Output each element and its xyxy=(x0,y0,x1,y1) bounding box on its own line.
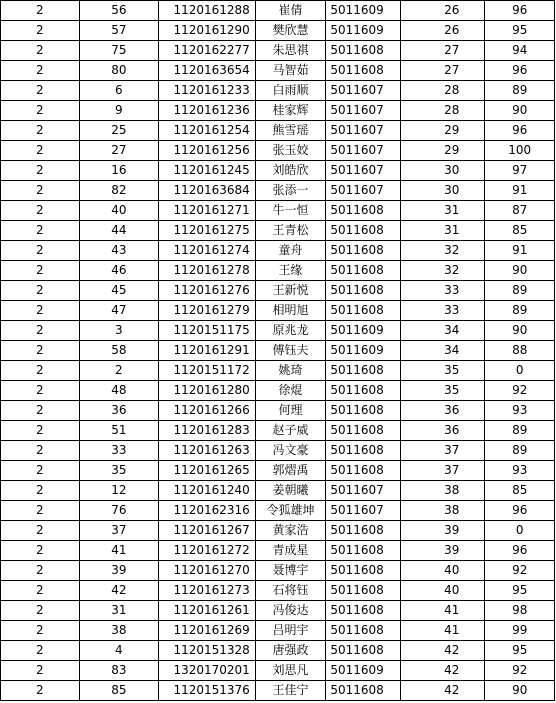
student-id-cell[interactable]: 1120163684 xyxy=(159,181,256,201)
group-cell[interactable]: 2 xyxy=(1,501,80,521)
rank-cell[interactable]: 40 xyxy=(400,561,485,581)
score-cell[interactable]: 90 xyxy=(485,681,555,701)
rank-cell[interactable]: 28 xyxy=(400,81,485,101)
group-cell[interactable]: 2 xyxy=(1,161,80,181)
score-cell[interactable]: 95 xyxy=(485,641,555,661)
group-cell[interactable]: 2 xyxy=(1,1,80,21)
score-cell[interactable]: 96 xyxy=(485,541,555,561)
group-cell[interactable]: 2 xyxy=(1,681,80,701)
rank-cell[interactable]: 39 xyxy=(400,541,485,561)
class-cell[interactable]: 5011608 xyxy=(326,61,401,81)
group-cell[interactable]: 2 xyxy=(1,421,80,441)
rank-cell[interactable]: 41 xyxy=(400,601,485,621)
seq-cell[interactable]: 45 xyxy=(79,281,159,301)
student-id-cell[interactable]: 1120161272 xyxy=(159,541,256,561)
student-id-cell[interactable]: 1120161274 xyxy=(159,241,256,261)
score-cell[interactable]: 99 xyxy=(485,621,555,641)
table-row xyxy=(1,21,555,41)
class-cell[interactable]: 5011609 xyxy=(326,661,401,681)
group-cell[interactable]: 2 xyxy=(1,381,80,401)
class-cell[interactable]: 5011608 xyxy=(326,641,401,661)
name-cell[interactable]: 石将钰 xyxy=(255,581,326,601)
rank-cell[interactable]: 41 xyxy=(400,621,485,641)
name-cell[interactable]: 刘思凡 xyxy=(255,661,326,681)
name-cell[interactable]: 吕明宇 xyxy=(255,621,326,641)
rank-cell[interactable]: 31 xyxy=(400,221,485,241)
seq-cell[interactable]: 27 xyxy=(79,141,159,161)
table-row xyxy=(1,541,555,561)
score-cell[interactable]: 87 xyxy=(485,201,555,221)
group-cell[interactable]: 2 xyxy=(1,581,80,601)
class-cell[interactable]: 5011608 xyxy=(326,281,401,301)
score-cell[interactable]: 93 xyxy=(485,461,555,481)
name-cell[interactable]: 童舟 xyxy=(255,241,326,261)
group-cell[interactable]: 2 xyxy=(1,521,80,541)
group-cell[interactable]: 2 xyxy=(1,361,80,381)
group-cell[interactable]: 2 xyxy=(1,541,80,561)
score-cell[interactable]: 96 xyxy=(485,121,555,141)
class-cell[interactable]: 5011609 xyxy=(326,1,401,21)
student-id-cell[interactable]: 1120162316 xyxy=(159,501,256,521)
group-cell[interactable]: 2 xyxy=(1,621,80,641)
table-row xyxy=(1,641,555,661)
name-cell[interactable]: 马智茹 xyxy=(255,61,326,81)
seq-cell[interactable]: 36 xyxy=(79,401,159,421)
rank-cell[interactable]: 29 xyxy=(400,141,485,161)
seq-cell[interactable]: 4 xyxy=(79,641,159,661)
score-cell[interactable]: 89 xyxy=(485,301,555,321)
group-cell[interactable]: 2 xyxy=(1,141,80,161)
seq-cell[interactable]: 51 xyxy=(79,421,159,441)
class-cell[interactable]: 5011607 xyxy=(326,81,401,101)
seq-cell[interactable]: 83 xyxy=(79,661,159,681)
score-cell[interactable]: 95 xyxy=(485,581,555,601)
class-cell[interactable]: 5011608 xyxy=(326,521,401,541)
student-id-cell[interactable]: 1320170201 xyxy=(159,661,256,681)
table-row xyxy=(1,261,555,281)
score-cell[interactable]: 100 xyxy=(485,141,555,161)
name-cell[interactable]: 姜朝曦 xyxy=(255,481,326,501)
class-cell[interactable]: 5011609 xyxy=(326,321,401,341)
student-id-cell[interactable]: 1120151376 xyxy=(159,681,256,701)
score-cell[interactable]: 96 xyxy=(485,501,555,521)
student-id-cell[interactable]: 1120161279 xyxy=(159,301,256,321)
student-id-cell[interactable]: 1120161291 xyxy=(159,341,256,361)
student-id-cell[interactable]: 1120161290 xyxy=(159,21,256,41)
class-cell[interactable]: 5011608 xyxy=(326,201,401,221)
student-id-cell[interactable]: 1120161266 xyxy=(159,401,256,421)
rank-cell[interactable]: 30 xyxy=(400,181,485,201)
name-cell[interactable]: 熊雪瑶 xyxy=(255,121,326,141)
name-cell[interactable]: 青成星 xyxy=(255,541,326,561)
table-row xyxy=(1,501,555,521)
name-cell[interactable]: 令狐雄坤 xyxy=(255,501,326,521)
rank-cell[interactable]: 38 xyxy=(400,481,485,501)
table-row xyxy=(1,41,555,61)
rank-cell[interactable]: 37 xyxy=(400,441,485,461)
group-cell[interactable]: 2 xyxy=(1,221,80,241)
group-cell[interactable]: 2 xyxy=(1,21,80,41)
class-cell[interactable]: 5011608 xyxy=(326,541,401,561)
class-cell[interactable]: 5011608 xyxy=(326,581,401,601)
rank-cell[interactable]: 37 xyxy=(400,461,485,481)
class-cell[interactable]: 5011608 xyxy=(326,601,401,621)
seq-cell[interactable]: 57 xyxy=(79,21,159,41)
student-id-cell[interactable]: 1120161283 xyxy=(159,421,256,441)
student-id-cell[interactable]: 1120162277 xyxy=(159,41,256,61)
student-id-cell[interactable]: 1120161265 xyxy=(159,461,256,481)
student-id-cell[interactable]: 1120161278 xyxy=(159,261,256,281)
seq-cell[interactable]: 75 xyxy=(79,41,159,61)
table-row xyxy=(1,581,555,601)
group-cell[interactable]: 2 xyxy=(1,201,80,221)
student-id-cell[interactable]: 1120161271 xyxy=(159,201,256,221)
group-cell[interactable]: 2 xyxy=(1,41,80,61)
name-cell[interactable]: 姚琦 xyxy=(255,361,326,381)
student-id-cell[interactable]: 1120151172 xyxy=(159,361,256,381)
group-cell[interactable]: 2 xyxy=(1,121,80,141)
rank-cell[interactable]: 42 xyxy=(400,681,485,701)
score-cell[interactable]: 89 xyxy=(485,421,555,441)
rank-cell[interactable]: 35 xyxy=(400,361,485,381)
class-cell[interactable]: 5011607 xyxy=(326,501,401,521)
table-row xyxy=(1,201,555,221)
seq-cell[interactable]: 41 xyxy=(79,541,159,561)
score-cell[interactable]: 91 xyxy=(485,241,555,261)
rank-cell[interactable]: 33 xyxy=(400,301,485,321)
group-cell[interactable]: 2 xyxy=(1,101,80,121)
table-body xyxy=(1,1,555,701)
rank-cell[interactable]: 27 xyxy=(400,61,485,81)
seq-cell[interactable]: 3 xyxy=(79,321,159,341)
student-id-cell[interactable]: 1120161245 xyxy=(159,161,256,181)
table-row xyxy=(1,301,555,321)
score-cell[interactable]: 92 xyxy=(485,561,555,581)
class-cell[interactable]: 5011607 xyxy=(326,141,401,161)
student-id-cell[interactable]: 1120163654 xyxy=(159,61,256,81)
score-cell[interactable]: 85 xyxy=(485,221,555,241)
table-row xyxy=(1,521,555,541)
rank-cell[interactable]: 32 xyxy=(400,241,485,261)
table-row xyxy=(1,101,555,121)
rank-cell[interactable]: 34 xyxy=(400,321,485,341)
class-cell[interactable]: 5011607 xyxy=(326,121,401,141)
score-cell[interactable]: 96 xyxy=(485,1,555,21)
name-cell[interactable]: 郭熠禹 xyxy=(255,461,326,481)
student-id-cell[interactable]: 1120161267 xyxy=(159,521,256,541)
seq-cell[interactable]: 2 xyxy=(79,361,159,381)
score-cell[interactable]: 89 xyxy=(485,281,555,301)
name-cell[interactable]: 赵子威 xyxy=(255,421,326,441)
table-row xyxy=(1,341,555,361)
name-cell[interactable]: 白雨顺 xyxy=(255,81,326,101)
group-cell[interactable]: 2 xyxy=(1,341,80,361)
group-cell[interactable]: 2 xyxy=(1,481,80,501)
table-row xyxy=(1,161,555,181)
class-cell[interactable]: 5011608 xyxy=(326,361,401,381)
rank-cell[interactable]: 34 xyxy=(400,341,485,361)
table-row xyxy=(1,621,555,641)
seq-cell[interactable]: 48 xyxy=(79,381,159,401)
class-cell[interactable]: 5011607 xyxy=(326,181,401,201)
class-cell[interactable]: 5011608 xyxy=(326,561,401,581)
table-row xyxy=(1,661,555,681)
score-cell[interactable]: 91 xyxy=(485,181,555,201)
name-cell[interactable]: 聂博宇 xyxy=(255,561,326,581)
score-cell[interactable]: 98 xyxy=(485,601,555,621)
table-row xyxy=(1,401,555,421)
seq-cell[interactable]: 44 xyxy=(79,221,159,241)
student-id-cell[interactable]: 1120161276 xyxy=(159,281,256,301)
name-cell[interactable]: 冯文豪 xyxy=(255,441,326,461)
seq-cell[interactable]: 37 xyxy=(79,521,159,541)
table-row xyxy=(1,141,555,161)
group-cell[interactable]: 2 xyxy=(1,561,80,581)
group-cell[interactable]: 2 xyxy=(1,61,80,81)
seq-cell[interactable]: 33 xyxy=(79,441,159,461)
table-row xyxy=(1,61,555,81)
name-cell[interactable]: 张添一 xyxy=(255,181,326,201)
class-cell[interactable]: 5011607 xyxy=(326,101,401,121)
rank-cell[interactable]: 29 xyxy=(400,121,485,141)
score-cell[interactable]: 97 xyxy=(485,161,555,181)
class-cell[interactable]: 5011608 xyxy=(326,421,401,441)
seq-cell[interactable]: 76 xyxy=(79,501,159,521)
table-row xyxy=(1,561,555,581)
rank-cell[interactable]: 26 xyxy=(400,1,485,21)
rank-cell[interactable]: 42 xyxy=(400,641,485,661)
student-id-cell[interactable]: 1120161288 xyxy=(159,1,256,21)
group-cell[interactable]: 2 xyxy=(1,281,80,301)
rank-cell[interactable]: 35 xyxy=(400,381,485,401)
seq-cell[interactable]: 31 xyxy=(79,601,159,621)
score-cell[interactable]: 88 xyxy=(485,341,555,361)
score-cell[interactable]: 94 xyxy=(485,41,555,61)
class-cell[interactable]: 5011608 xyxy=(326,41,401,61)
group-cell[interactable]: 2 xyxy=(1,401,80,421)
class-cell[interactable]: 5011608 xyxy=(326,621,401,641)
student-id-cell[interactable]: 1120161280 xyxy=(159,381,256,401)
name-cell[interactable]: 徐焜 xyxy=(255,381,326,401)
seq-cell[interactable]: 85 xyxy=(79,681,159,701)
table-row xyxy=(1,241,555,261)
name-cell[interactable]: 原兆龙 xyxy=(255,321,326,341)
name-cell[interactable]: 刘皓欣 xyxy=(255,161,326,181)
class-cell[interactable]: 5011608 xyxy=(326,261,401,281)
seq-cell[interactable]: 46 xyxy=(79,261,159,281)
group-cell[interactable]: 2 xyxy=(1,241,80,261)
table-row xyxy=(1,481,555,501)
score-cell[interactable]: 90 xyxy=(485,261,555,281)
group-cell[interactable]: 2 xyxy=(1,661,80,681)
table-row xyxy=(1,81,555,101)
rank-cell[interactable]: 28 xyxy=(400,101,485,121)
table-row xyxy=(1,121,555,141)
rank-cell[interactable]: 36 xyxy=(400,421,485,441)
table-row xyxy=(1,601,555,621)
score-cell[interactable]: 92 xyxy=(485,661,555,681)
score-cell[interactable]: 92 xyxy=(485,381,555,401)
group-cell[interactable]: 2 xyxy=(1,181,80,201)
student-id-cell[interactable]: 1120161275 xyxy=(159,221,256,241)
class-cell[interactable]: 5011608 xyxy=(326,221,401,241)
name-cell[interactable]: 崔倩 xyxy=(255,1,326,21)
rank-cell[interactable]: 38 xyxy=(400,501,485,521)
student-id-cell[interactable]: 1120161269 xyxy=(159,621,256,641)
seq-cell[interactable]: 12 xyxy=(79,481,159,501)
group-cell[interactable]: 2 xyxy=(1,641,80,661)
name-cell[interactable]: 朱思祺 xyxy=(255,41,326,61)
group-cell[interactable]: 2 xyxy=(1,81,80,101)
class-cell[interactable]: 5011609 xyxy=(326,21,401,41)
name-cell[interactable]: 相明旭 xyxy=(255,301,326,321)
rank-cell[interactable]: 26 xyxy=(400,21,485,41)
group-cell[interactable]: 2 xyxy=(1,601,80,621)
table-row xyxy=(1,461,555,481)
table-row xyxy=(1,321,555,341)
seq-cell[interactable]: 47 xyxy=(79,301,159,321)
seq-cell[interactable]: 16 xyxy=(79,161,159,181)
class-cell[interactable]: 5011608 xyxy=(326,681,401,701)
seq-cell[interactable]: 42 xyxy=(79,581,159,601)
group-cell[interactable]: 2 xyxy=(1,301,80,321)
score-cell[interactable]: 85 xyxy=(485,481,555,501)
class-cell[interactable]: 5011608 xyxy=(326,301,401,321)
score-cell[interactable]: 89 xyxy=(485,441,555,461)
rank-cell[interactable]: 36 xyxy=(400,401,485,421)
table-row xyxy=(1,681,555,701)
name-cell[interactable]: 樊欣慧 xyxy=(255,21,326,41)
student-id-cell[interactable]: 1120151328 xyxy=(159,641,256,661)
seq-cell[interactable]: 25 xyxy=(79,121,159,141)
seq-cell[interactable]: 58 xyxy=(79,341,159,361)
score-cell[interactable]: 93 xyxy=(485,401,555,421)
score-cell[interactable]: 89 xyxy=(485,81,555,101)
table-row xyxy=(1,361,555,381)
seq-cell[interactable]: 39 xyxy=(79,561,159,581)
seq-cell[interactable]: 9 xyxy=(79,101,159,121)
rank-cell[interactable]: 31 xyxy=(400,201,485,221)
rank-cell[interactable]: 40 xyxy=(400,581,485,601)
score-cell[interactable]: 0 xyxy=(485,521,555,541)
seq-cell[interactable]: 40 xyxy=(79,201,159,221)
name-cell[interactable]: 王佳宁 xyxy=(255,681,326,701)
seq-cell[interactable]: 82 xyxy=(79,181,159,201)
rank-cell[interactable]: 30 xyxy=(400,161,485,181)
name-cell[interactable]: 桂家辉 xyxy=(255,101,326,121)
seq-cell[interactable]: 56 xyxy=(79,1,159,21)
table-row xyxy=(1,441,555,461)
name-cell[interactable]: 张玉姣 xyxy=(255,141,326,161)
name-cell[interactable]: 唐强政 xyxy=(255,641,326,661)
seq-cell[interactable]: 35 xyxy=(79,461,159,481)
table-row xyxy=(1,281,555,301)
name-cell[interactable]: 何理 xyxy=(255,401,326,421)
class-cell[interactable]: 5011609 xyxy=(326,341,401,361)
rank-cell[interactable]: 33 xyxy=(400,281,485,301)
student-id-cell[interactable]: 1120161256 xyxy=(159,141,256,161)
rank-cell[interactable]: 42 xyxy=(400,661,485,681)
class-cell[interactable]: 5011608 xyxy=(326,381,401,401)
student-id-cell[interactable]: 1120151175 xyxy=(159,321,256,341)
rank-cell[interactable]: 32 xyxy=(400,261,485,281)
class-cell[interactable]: 5011608 xyxy=(326,441,401,461)
group-cell[interactable]: 2 xyxy=(1,321,80,341)
name-cell[interactable]: 王缘 xyxy=(255,261,326,281)
student-id-cell[interactable]: 1120161270 xyxy=(159,561,256,581)
student-id-cell[interactable]: 1120161233 xyxy=(159,81,256,101)
rank-cell[interactable]: 27 xyxy=(400,41,485,61)
score-cell[interactable]: 0 xyxy=(485,361,555,381)
seq-cell[interactable]: 38 xyxy=(79,621,159,641)
class-cell[interactable]: 5011608 xyxy=(326,241,401,261)
seq-cell[interactable]: 43 xyxy=(79,241,159,261)
student-id-cell[interactable]: 1120161254 xyxy=(159,121,256,141)
student-id-cell[interactable]: 1120161261 xyxy=(159,601,256,621)
score-cell[interactable]: 90 xyxy=(485,321,555,341)
name-cell[interactable]: 黄家浩 xyxy=(255,521,326,541)
seq-cell[interactable]: 80 xyxy=(79,61,159,81)
student-id-cell[interactable]: 1120161263 xyxy=(159,441,256,461)
class-cell[interactable]: 5011608 xyxy=(326,461,401,481)
name-cell[interactable]: 王新悦 xyxy=(255,281,326,301)
table-row xyxy=(1,181,555,201)
name-cell[interactable]: 牛一恒 xyxy=(255,201,326,221)
class-cell[interactable]: 5011607 xyxy=(326,481,401,501)
table-row xyxy=(1,381,555,401)
seq-cell[interactable]: 6 xyxy=(79,81,159,101)
group-cell[interactable]: 2 xyxy=(1,441,80,461)
name-cell[interactable]: 傅钰夫 xyxy=(255,341,326,361)
table-row xyxy=(1,421,555,441)
score-cell[interactable]: 96 xyxy=(485,61,555,81)
class-cell[interactable]: 5011607 xyxy=(326,161,401,181)
name-cell[interactable]: 冯俊达 xyxy=(255,601,326,621)
name-cell[interactable]: 王青松 xyxy=(255,221,326,241)
score-cell[interactable]: 90 xyxy=(485,101,555,121)
table-row xyxy=(1,1,555,21)
score-cell[interactable]: 95 xyxy=(485,21,555,41)
student-id-cell[interactable]: 1120161236 xyxy=(159,101,256,121)
group-cell[interactable]: 2 xyxy=(1,461,80,481)
student-id-cell[interactable]: 1120161273 xyxy=(159,581,256,601)
table-row xyxy=(1,221,555,241)
rank-cell[interactable]: 39 xyxy=(400,521,485,541)
group-cell[interactable]: 2 xyxy=(1,261,80,281)
student-id-cell[interactable]: 1120161240 xyxy=(159,481,256,501)
class-cell[interactable]: 5011608 xyxy=(326,401,401,421)
